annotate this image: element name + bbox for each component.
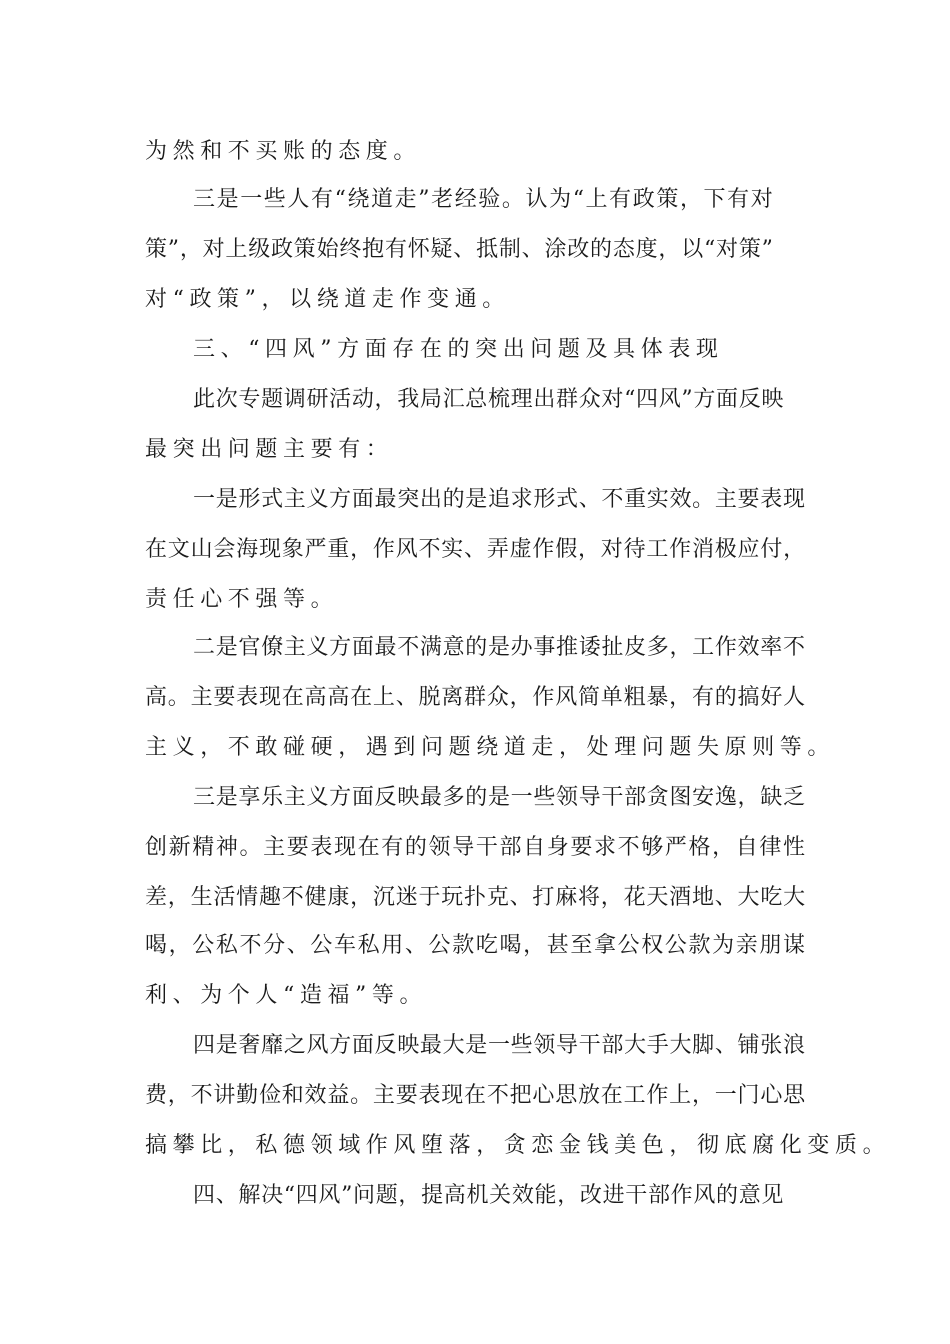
paragraph-line: 在文山会海现象严重，作风不实、弄虚作假，对待工作消极应付， bbox=[145, 537, 806, 562]
paragraph-line: 为然和不买账的态度。 bbox=[145, 139, 422, 164]
paragraph-line: 三是享乐主义方面反映最多的是一些领导干部贪图安逸，缺乏 bbox=[193, 785, 806, 810]
paragraph-line: 高。主要表现在高高在上、脱离群众，作风简单粗暴，有的搞好人 bbox=[145, 685, 806, 710]
paragraph-line: 对“政策”，以绕道走作变通。 bbox=[145, 287, 510, 312]
paragraph-line: 利、为个人“造福”等。 bbox=[145, 983, 428, 1008]
paragraph-line: 差，生活情趣不健康，沉迷于玩扑克、打麻将，花天酒地、大吃大 bbox=[145, 885, 806, 910]
paragraph-line: 创新精神。主要表现在有的领导干部自身要求不够严格，自律性 bbox=[145, 835, 807, 860]
paragraph-line: 喝，公私不分、公车私用、公款吃喝，甚至拿公权公款为亲朋谋 bbox=[145, 933, 807, 958]
paragraph-line: 主义，不敢碰硬，遇到问题绕道走，处理问题失原则等。 bbox=[145, 735, 836, 760]
paragraph-line: 二是官僚主义方面最不满意的是办事推诿扯皮多，工作效率不 bbox=[193, 635, 806, 660]
paragraph-line: 此次专题调研活动，我局汇总梳理出群众对“四风”方面反映 bbox=[193, 387, 785, 412]
paragraph-line: 费，不讲勤俭和效益。主要表现在不把心思放在工作上，一门心思 bbox=[145, 1083, 806, 1108]
paragraph-line: 最突出问题主要有： bbox=[145, 437, 394, 462]
section-heading: 三、“四风”方面存在的突出问题及具体表现 bbox=[193, 337, 724, 362]
paragraph-line: 责任心不强等。 bbox=[145, 587, 339, 612]
section-heading: 四、解决“四风”问题，提高机关效能，改进干部作风的意见 bbox=[193, 1183, 785, 1208]
paragraph-line: 一是形式主义方面最突出的是追求形式、不重实效。主要表现 bbox=[193, 487, 806, 512]
paragraph-line: 搞攀比，私德领域作风堕落，贪恋金钱美色，彻底腐化变质。 bbox=[145, 1133, 891, 1158]
paragraph-line: 策”，对上级政策始终抱有怀疑、抵制、涂改的态度，以“对策” bbox=[145, 237, 774, 262]
paragraph-line: 四是奢靡之风方面反映最大是一些领导干部大手大脚、铺张浪 bbox=[193, 1033, 806, 1058]
paragraph-line: 三是一些人有“绕道走”老经验。认为“上有政策，下有对 bbox=[193, 187, 775, 212]
